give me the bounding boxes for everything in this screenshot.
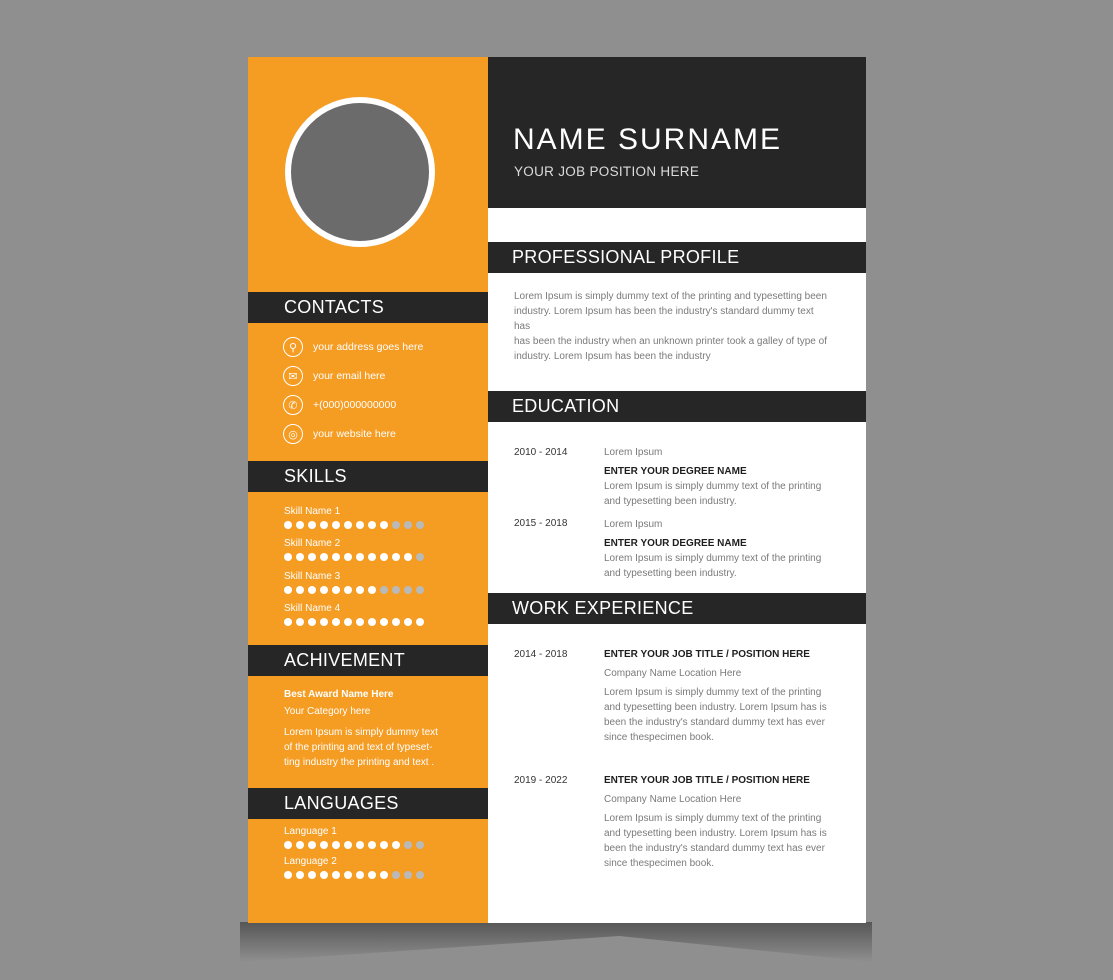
language-name: Language 1 <box>284 826 337 837</box>
level-dot-filled <box>344 553 352 561</box>
award-description-line: Lorem Ipsum is simply dummy text <box>284 727 438 738</box>
level-dot-filled <box>404 618 412 626</box>
degree-name: ENTER YOUR DEGREE NAME <box>604 466 747 477</box>
level-dot-empty <box>416 521 424 529</box>
level-dot-filled <box>368 521 376 529</box>
level-dot-filled <box>296 841 304 849</box>
level-dot-filled <box>320 618 328 626</box>
level-dot-filled <box>332 871 340 879</box>
award-description-line: ting industry the printing and text . <box>284 757 435 768</box>
level-dot-filled <box>404 553 412 561</box>
company-location: Company Name Location Here <box>604 668 742 679</box>
contact-email-text: your email here <box>313 370 386 382</box>
work-desc-line: since thespecimen book. <box>604 732 715 743</box>
phone-icon: ✆ <box>283 395 303 415</box>
contact-phone <box>283 394 396 416</box>
level-dot-empty <box>416 841 424 849</box>
level-dot-empty <box>380 586 388 594</box>
level-dot-filled <box>308 618 316 626</box>
level-dot-filled <box>368 618 376 626</box>
level-dot-filled <box>284 841 292 849</box>
level-dot-filled <box>284 586 292 594</box>
level-dot-filled <box>332 841 340 849</box>
level-dot-filled <box>308 841 316 849</box>
level-dot-filled <box>332 521 340 529</box>
skills-heading: SKILLS <box>248 461 488 492</box>
work-desc-line: since thespecimen book. <box>604 858 715 869</box>
education-years: 2010 - 2014 <box>514 447 568 458</box>
level-dot-empty <box>404 841 412 849</box>
globe-icon: ◎ <box>283 424 303 444</box>
education-entry <box>604 517 832 581</box>
profile-line: industry. Lorem Ipsum has been the industry <box>514 351 711 362</box>
level-dot-filled <box>344 618 352 626</box>
level-dot-filled <box>308 553 316 561</box>
achievement-heading: ACHIVEMENT <box>248 645 488 676</box>
school-name: Lorem Ipsum <box>604 447 663 458</box>
level-dot-empty <box>404 586 412 594</box>
level-dot-filled <box>332 618 340 626</box>
level-dot-empty <box>404 871 412 879</box>
level-dot-filled <box>356 618 364 626</box>
education-entry <box>604 445 832 509</box>
skill-name: Skill Name 1 <box>284 506 341 517</box>
contact-website-text: your website here <box>313 428 396 440</box>
education-desc-line: Lorem Ipsum is simply dummy text of the printing <box>604 481 822 492</box>
sidebar <box>248 57 488 923</box>
level-dot-filled <box>392 618 400 626</box>
profile-line: has been the industry when an unknown printer took a galley of type of <box>514 336 827 347</box>
level-dot-filled <box>284 521 292 529</box>
work-desc-line: and typesetting been industry. Lorem Ipsum has is <box>604 828 827 839</box>
level-dot-filled <box>380 553 388 561</box>
level-dot-filled <box>344 521 352 529</box>
level-dot-filled <box>320 521 328 529</box>
level-dot-filled <box>308 586 316 594</box>
profile-line: industry. Lorem Ipsum has been the industry's standard dummy text has <box>514 306 814 332</box>
level-dot-filled <box>308 871 316 879</box>
level-dot-filled <box>368 553 376 561</box>
job-title: ENTER YOUR JOB TITLE / POSITION HERE <box>604 775 810 786</box>
level-dot-empty <box>392 521 400 529</box>
level-dot-empty <box>416 586 424 594</box>
contact-phone-text: +(000)000000000 <box>313 399 397 411</box>
resume-page <box>248 57 866 923</box>
award-description <box>284 725 452 770</box>
language-level-dots <box>284 841 424 849</box>
level-dot-filled <box>392 553 400 561</box>
level-dot-filled <box>344 871 352 879</box>
contact-address <box>283 336 423 358</box>
company-location: Company Name Location Here <box>604 794 742 805</box>
page-shadow <box>240 922 872 962</box>
language-level-dots <box>284 871 424 879</box>
full-name: NAME SURNAME <box>513 123 783 156</box>
skill-level-dots <box>284 553 424 561</box>
level-dot-filled <box>380 618 388 626</box>
skill-name: Skill Name 3 <box>284 571 341 582</box>
work-desc-line: been the industry's standard dummy text has ever <box>604 717 825 728</box>
contact-email <box>283 365 385 387</box>
job-position: YOUR JOB POSITION HERE <box>514 164 700 179</box>
level-dot-filled <box>344 841 352 849</box>
level-dot-filled <box>296 586 304 594</box>
profile-text <box>514 289 832 364</box>
skill-level-dots <box>284 618 424 626</box>
work-heading: WORK EXPERIENCE <box>488 593 866 624</box>
skill-level-dots <box>284 521 424 529</box>
level-dot-filled <box>296 521 304 529</box>
level-dot-filled <box>416 618 424 626</box>
level-dot-filled <box>332 553 340 561</box>
level-dot-filled <box>296 871 304 879</box>
skill-name: Skill Name 4 <box>284 603 341 614</box>
degree-name: ENTER YOUR DEGREE NAME <box>604 538 747 549</box>
contact-address-text: your address goes here <box>313 341 424 353</box>
work-desc-line: been the industry's standard dummy text has ever <box>604 843 825 854</box>
envelope-icon: ✉ <box>283 366 303 386</box>
level-dot-filled <box>380 871 388 879</box>
work-entry <box>604 647 832 745</box>
education-desc-line: Lorem Ipsum is simply dummy text of the printing <box>604 553 822 564</box>
education-desc-line: and typesetting been industry. <box>604 568 737 579</box>
level-dot-filled <box>356 586 364 594</box>
languages-heading: LANGUAGES <box>248 788 488 819</box>
work-desc-line: Lorem Ipsum is simply dummy text of the printing <box>604 687 822 698</box>
level-dot-filled <box>368 586 376 594</box>
level-dot-filled <box>380 521 388 529</box>
profile-heading: PROFESSIONAL PROFILE <box>488 242 866 273</box>
skill-level-dots <box>284 586 424 594</box>
level-dot-filled <box>356 871 364 879</box>
level-dot-filled <box>356 521 364 529</box>
work-entry <box>604 773 832 871</box>
education-heading: EDUCATION <box>488 391 866 422</box>
level-dot-filled <box>320 871 328 879</box>
education-years: 2015 - 2018 <box>514 518 568 529</box>
contact-website <box>283 423 396 445</box>
level-dot-empty <box>416 553 424 561</box>
level-dot-filled <box>368 871 376 879</box>
name-header <box>488 57 866 208</box>
work-years: 2014 - 2018 <box>514 649 568 660</box>
level-dot-filled <box>368 841 376 849</box>
profile-line: Lorem Ipsum is simply dummy text of the printing and typesetting been <box>514 291 827 302</box>
level-dot-empty <box>392 871 400 879</box>
work-desc-line: Lorem Ipsum is simply dummy text of the printing <box>604 813 822 824</box>
level-dot-filled <box>392 841 400 849</box>
level-dot-filled <box>284 871 292 879</box>
level-dot-filled <box>320 553 328 561</box>
award-description-line: of the printing and text of typeset- <box>284 742 433 753</box>
level-dot-empty <box>404 521 412 529</box>
level-dot-filled <box>320 586 328 594</box>
level-dot-filled <box>296 553 304 561</box>
language-name: Language 2 <box>284 856 337 867</box>
level-dot-filled <box>332 586 340 594</box>
level-dot-filled <box>308 521 316 529</box>
level-dot-filled <box>320 841 328 849</box>
work-desc-line: and typesetting been industry. Lorem Ipsum has is <box>604 702 827 713</box>
level-dot-empty <box>392 586 400 594</box>
contacts-heading: CONTACTS <box>248 292 488 323</box>
level-dot-empty <box>416 871 424 879</box>
profile-photo-placeholder <box>285 97 435 247</box>
education-desc-line: and typesetting been industry. <box>604 496 737 507</box>
level-dot-filled <box>356 553 364 561</box>
location-pin-icon: ⚲ <box>283 337 303 357</box>
level-dot-filled <box>356 841 364 849</box>
level-dot-filled <box>284 618 292 626</box>
level-dot-filled <box>380 841 388 849</box>
school-name: Lorem Ipsum <box>604 519 663 530</box>
skill-name: Skill Name 2 <box>284 538 341 549</box>
level-dot-filled <box>284 553 292 561</box>
award-category: Your Category here <box>284 706 371 717</box>
level-dot-filled <box>344 586 352 594</box>
job-title: ENTER YOUR JOB TITLE / POSITION HERE <box>604 649 810 660</box>
level-dot-filled <box>296 618 304 626</box>
award-name: Best Award Name Here <box>284 689 394 700</box>
work-years: 2019 - 2022 <box>514 775 568 786</box>
